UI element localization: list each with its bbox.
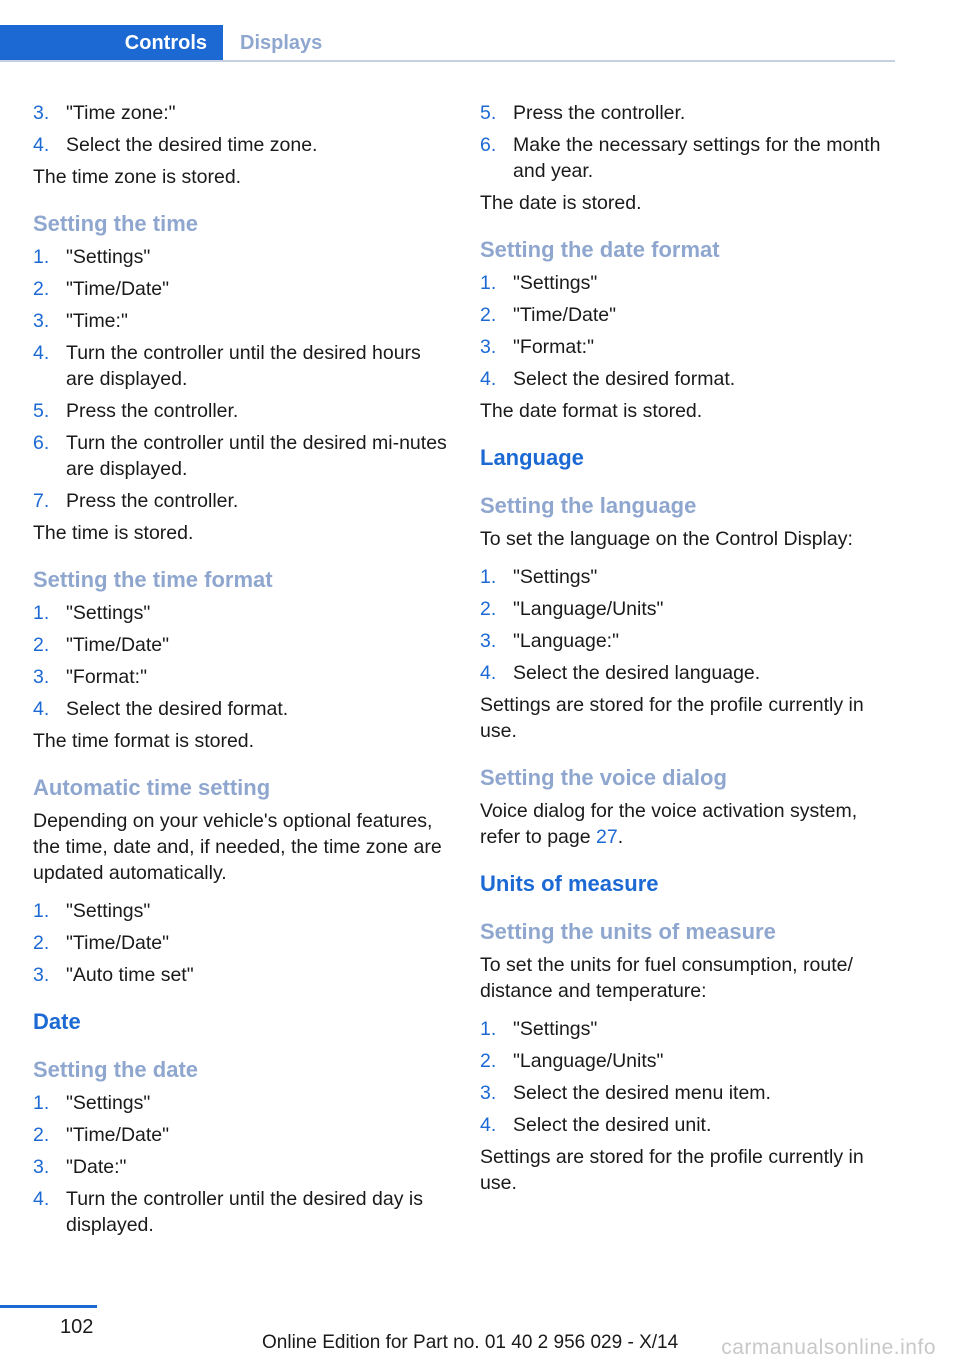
step-text: "Settings" (66, 900, 151, 922)
step-text: "Time/Date" (66, 278, 170, 300)
step-text: Select the desired time zone. (66, 134, 318, 156)
step-text: "Format:" (513, 336, 595, 358)
voice-text-suffix: . (617, 826, 624, 848)
section-units: Units of measure (480, 871, 659, 896)
step-number: 3. (33, 1156, 50, 1178)
step-number: 6. (33, 432, 50, 454)
units-stored-note: Settings are stored for the profile currently in use. (480, 1146, 864, 1194)
step-number: 1. (33, 1092, 50, 1114)
step-number: 1. (480, 272, 497, 294)
step-text: Turn the controller until the desired mi-nutes are displayed. (66, 432, 447, 480)
steps-time (33, 244, 451, 514)
page-number: 102 (60, 1316, 94, 1338)
step-text: "Language/Units" (513, 598, 664, 620)
step-text: "Time:" (66, 310, 128, 332)
step-text: "Time/Date" (66, 1124, 170, 1146)
step-text: "Time/Date" (66, 932, 170, 954)
step-number: 2. (33, 932, 50, 954)
list-item (480, 302, 900, 328)
list-item (480, 270, 900, 296)
step-number: 5. (480, 102, 497, 124)
step-text: "Time/Date" (513, 304, 617, 326)
step-number: 2. (480, 598, 497, 620)
header-rule (0, 60, 895, 62)
step-number: 3. (33, 102, 50, 124)
step-text: Press the controller. (513, 102, 686, 124)
step-number: 3. (33, 666, 50, 688)
list-item (33, 100, 451, 126)
list-item (480, 1016, 900, 1042)
step-number: 3. (480, 1082, 497, 1104)
list-item (33, 340, 451, 392)
steps-language (480, 564, 900, 686)
step-number: 7. (33, 490, 50, 512)
tab-displays[interactable]: Displays (240, 32, 323, 54)
list-item (480, 1048, 900, 1074)
list-item (480, 660, 900, 686)
list-item (480, 100, 900, 126)
step-text: Turn the controller until the desired hours are displayed. (66, 342, 421, 390)
step-number: 1. (33, 246, 50, 268)
list-item (33, 632, 451, 658)
steps-auto-time (33, 898, 451, 988)
list-item (33, 1122, 451, 1148)
list-item (33, 600, 451, 626)
step-number: 5. (33, 400, 50, 422)
step-number: 2. (33, 634, 50, 656)
list-item (33, 1090, 451, 1116)
list-item (33, 398, 451, 424)
list-item (33, 430, 451, 482)
heading-auto-time: Automatic time setting (33, 775, 271, 800)
step-number: 4. (33, 698, 50, 720)
step-number: 3. (480, 630, 497, 652)
list-item (33, 488, 451, 514)
step-text: Select the desired menu item. (513, 1082, 771, 1104)
step-text: "Time/Date" (66, 634, 170, 656)
list-item (33, 308, 451, 334)
language-stored-note: Settings are stored for the profile currently in use. (480, 694, 864, 742)
section-date: Date (33, 1009, 81, 1034)
step-number: 2. (33, 1124, 50, 1146)
step-text: "Settings" (513, 272, 598, 294)
step-number: 3. (33, 964, 50, 986)
steps-units (480, 1016, 900, 1138)
list-item (33, 962, 451, 988)
list-item (480, 564, 900, 590)
step-text: Press the controller. (66, 490, 239, 512)
footer-rule (0, 1305, 97, 1308)
step-number: 4. (33, 342, 50, 364)
step-text: Select the desired language. (513, 662, 761, 684)
timezone-stored-note: The time zone is stored. (33, 166, 242, 188)
step-number: 2. (480, 1050, 497, 1072)
list-item (33, 1186, 451, 1238)
date-stored-note: The date is stored. (480, 192, 642, 214)
list-item (33, 276, 451, 302)
step-text: "Settings" (66, 602, 151, 624)
step-text: Select the desired format. (513, 368, 736, 390)
step-number: 2. (33, 278, 50, 300)
list-item (33, 898, 451, 924)
step-text: Press the controller. (66, 400, 239, 422)
heading-setting-language: Setting the language (480, 493, 697, 518)
list-item (480, 366, 900, 392)
heading-voice-dialog: Setting the voice dialog (480, 765, 727, 790)
time-format-stored-note: The time format is stored. (33, 730, 255, 752)
watermark: carmanualsonline.info (721, 1336, 936, 1359)
step-text: "Format:" (66, 666, 148, 688)
time-stored-note: The time is stored. (33, 522, 194, 544)
step-number: 6. (480, 134, 497, 156)
heading-setting-time: Setting the time (33, 211, 199, 236)
step-text: Select the desired format. (66, 698, 289, 720)
heading-setting-date: Setting the date (33, 1057, 199, 1082)
voice-text-prefix: Voice dialog for the voice activation system, refer to page (480, 800, 858, 848)
step-text: "Language/Units" (513, 1050, 664, 1072)
step-number: 4. (480, 1114, 497, 1136)
list-item (480, 1112, 900, 1138)
date-format-stored-note: The date format is stored. (480, 400, 703, 422)
step-text: "Settings" (513, 566, 598, 588)
step-text: Turn the controller until the desired day is displayed. (66, 1188, 423, 1236)
step-text: "Time zone:" (66, 102, 176, 124)
step-text: "Auto time set" (66, 964, 194, 986)
auto-time-description: Depending on your vehicle's optional features, the time, date and, if needed, the time zone are updated automatically. (33, 810, 442, 884)
heading-date-format: Setting the date format (480, 237, 720, 262)
step-text: "Settings" (66, 1092, 151, 1114)
steps-date (33, 1090, 451, 1238)
step-number: 2. (480, 304, 497, 326)
step-number: 4. (33, 1188, 50, 1210)
steps-date-format (480, 270, 900, 392)
edition-note: Online Edition for Part no. 01 40 2 956 029 - X/14 (262, 1332, 679, 1353)
list-item (480, 1080, 900, 1106)
step-number: 1. (480, 566, 497, 588)
left-column (33, 100, 451, 1244)
units-description: To set the units for fuel consumption, route/ distance and temperature: (480, 954, 853, 1002)
list-item (33, 696, 451, 722)
step-text: "Language:" (513, 630, 620, 652)
step-number: 1. (33, 900, 50, 922)
page-link-27[interactable]: 27 (596, 826, 618, 848)
list-item (33, 244, 451, 270)
step-text: "Settings" (66, 246, 151, 268)
step-number: 3. (480, 336, 497, 358)
step-text: "Settings" (513, 1018, 598, 1040)
list-item (480, 132, 900, 184)
page-header (0, 25, 895, 62)
list-item (480, 628, 900, 654)
list-item (33, 930, 451, 956)
steps-time-format (33, 600, 451, 722)
right-column (480, 100, 900, 1202)
language-description: To set the language on the Control Display: (480, 528, 853, 550)
heading-units-of-measure: Setting the units of measure (480, 919, 776, 944)
tab-controls[interactable]: Controls (0, 25, 223, 62)
steps-timezone (33, 100, 451, 158)
list-item (480, 596, 900, 622)
list-item (33, 132, 451, 158)
step-number: 1. (33, 602, 50, 624)
step-text: "Date:" (66, 1156, 127, 1178)
step-text: Select the desired unit. (513, 1114, 712, 1136)
heading-time-format: Setting the time format (33, 567, 273, 592)
step-text: Make the necessary settings for the month and year. (513, 134, 881, 182)
voice-dialog-description (480, 798, 900, 850)
step-number: 4. (480, 368, 497, 390)
section-language: Language (480, 445, 584, 470)
list-item (480, 334, 900, 360)
step-number: 4. (480, 662, 497, 684)
step-number: 1. (480, 1018, 497, 1040)
step-number: 4. (33, 134, 50, 156)
steps-date-continued (480, 100, 900, 184)
step-number: 3. (33, 310, 50, 332)
list-item (33, 1154, 451, 1180)
list-item (33, 664, 451, 690)
